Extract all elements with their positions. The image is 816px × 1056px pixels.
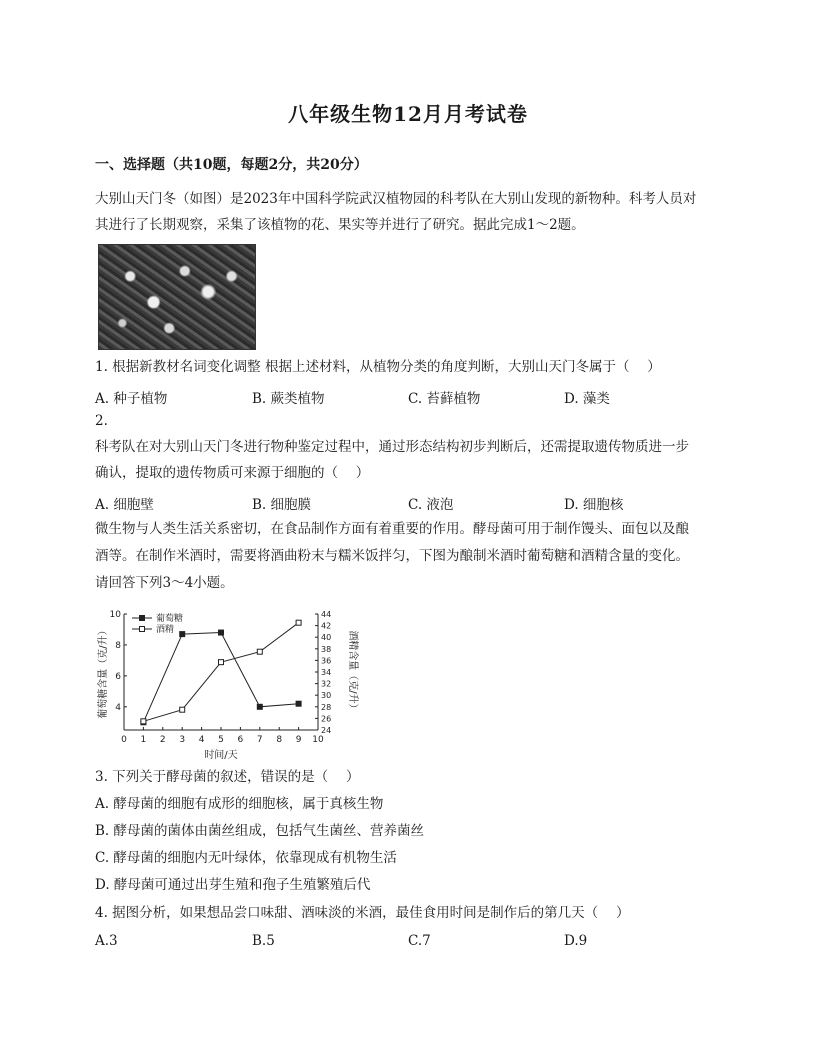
- legend-marker: [140, 616, 145, 621]
- data-point: [141, 719, 146, 724]
- q2-option-a: A. 细胞壁: [95, 497, 154, 513]
- data-point: [180, 707, 185, 712]
- data-point: [296, 701, 301, 706]
- right-y-tick-label: 24: [321, 726, 332, 735]
- q1-option-d: D. 藻类: [564, 391, 610, 407]
- x-tick-label: 7: [256, 735, 263, 745]
- question-1-stem: 1. 根据新教材名词变化调整 根据上述材料，从植物分类的角度判断，大别山天门冬属于（ ）: [95, 359, 661, 375]
- q4-option-b: B.5: [252, 933, 275, 949]
- legend-label: 葡萄糖: [156, 614, 184, 624]
- q1-option-b: B. 蕨类植物: [252, 391, 325, 407]
- q1-option-c: C. 苔藓植物: [408, 391, 481, 407]
- series-line-2: [143, 623, 298, 722]
- question-3-stem: 3. 下列关于酵母菌的叙述，错误的是（ ）: [95, 769, 360, 785]
- q4-option-c: C.7: [408, 933, 431, 949]
- q3-option-d: D. 酵母菌可通过出芽生殖和孢子生殖繁殖后代: [95, 877, 371, 893]
- q1-option-a: A. 种子植物: [95, 391, 168, 407]
- data-point: [257, 704, 262, 709]
- plant-photo: [98, 244, 256, 350]
- q3-option-c: C. 酵母菌的细胞内无叶绿体，依靠现成有机物生活: [95, 850, 397, 866]
- data-point: [296, 620, 301, 625]
- right-y-tick-label: 42: [321, 621, 332, 631]
- right-y-tick-label: 28: [321, 702, 332, 712]
- legend-label: 酒精: [156, 625, 175, 635]
- chart-legend: [132, 612, 183, 635]
- chart-lines: [141, 620, 301, 725]
- q3-option-b: B. 酵母菌的菌体由菌丝组成，包括气生菌丝、营养菌丝: [95, 823, 425, 839]
- x-tick-label: 1: [140, 735, 147, 745]
- intro-line: 请回答下列3～4小题。: [95, 575, 234, 591]
- x-axis-title: 时间/天: [204, 750, 238, 761]
- q2-option-b: B. 细胞膜: [252, 497, 312, 513]
- right-y-axis-title: 酒精含量（克/升）: [347, 630, 358, 714]
- left-y-tick-label: 10: [109, 610, 121, 620]
- right-y-tick-label: 30: [321, 691, 332, 701]
- data-point: [257, 649, 262, 654]
- question-4-stem: 4. 据图分析，如果想品尝口味甜、酒味淡的米酒，最佳食用时间是制作后的第几天（ ）: [95, 905, 630, 921]
- q4-option-a: A.3: [95, 933, 118, 949]
- question-2-stem: 科考队在对大别山天门冬进行物种鉴定过程中，通过形态结构初步判断后，还需提取遗传物质进一步: [95, 439, 689, 455]
- data-point: [219, 660, 224, 665]
- right-y-tick-label: 40: [321, 633, 332, 643]
- right-y-tick-label: 34: [321, 668, 332, 677]
- x-tick-label: 9: [295, 735, 302, 745]
- intro-line: 酒等。在制作米酒时，需要将酒曲粉末与糯米饭拌匀，下图为酿制米酒时葡萄糖和酒精含量的变化。: [95, 548, 689, 564]
- left-y-tick-label: 6: [115, 671, 121, 682]
- right-y-tick-label: 26: [321, 714, 332, 724]
- left-y-tick-label: 8: [115, 640, 121, 651]
- left-y-axis-title: 葡萄糖含量（克/升）: [98, 625, 109, 719]
- data-point: [180, 632, 185, 637]
- question-2-number: 2.: [95, 413, 108, 429]
- x-tick-label: 3: [179, 735, 186, 745]
- right-y-tick-label: 38: [321, 644, 332, 654]
- left-y-tick-label: 4: [115, 702, 121, 713]
- glucose-alcohol-chart: [96, 606, 360, 764]
- intro-line: 大别山天门冬（如图）是2023年中国科学院武汉植物园的科考队在大别山发现的新物种。科考人员对: [95, 191, 697, 207]
- q2-option-c: C. 液泡: [408, 497, 454, 513]
- right-y-tick-label: 44: [321, 610, 332, 619]
- x-tick-label: 8: [276, 735, 283, 745]
- intro-line: 其进行了长期观察，采集了该植物的花、果实等并进行了研究。据此完成1～2题。: [95, 217, 585, 233]
- q3-option-a: A. 酵母菌的细胞有成形的细胞核，属于真核生物: [95, 796, 384, 812]
- x-tick-label: 2: [159, 735, 166, 745]
- legend-marker: [140, 627, 145, 632]
- x-tick-label: 5: [218, 735, 224, 745]
- page-title: 八年级生物12月月考试卷: [288, 102, 528, 126]
- right-y-tick-label: 36: [321, 656, 332, 666]
- chart-axes: [96, 610, 360, 761]
- x-tick-label: 4: [198, 735, 205, 745]
- question-2-stem: 确认，提取的遗传物质可来源于细胞的（ ）: [95, 465, 370, 481]
- data-point: [219, 630, 224, 635]
- x-tick-label: 10: [312, 735, 324, 745]
- intro-line: 微生物与人类生活关系密切，在食品制作方面有着重要的作用。酵母菌可用于制作馒头、面包以及酿: [95, 521, 689, 537]
- x-tick-label: 0: [121, 735, 127, 745]
- q2-option-d: D. 细胞核: [564, 497, 624, 513]
- right-y-tick-label: 32: [321, 679, 332, 689]
- series-line-1: [143, 633, 298, 723]
- x-tick-label: 6: [237, 735, 244, 745]
- section-heading: 一、选择题（共10题，每题2分，共20分）: [95, 157, 368, 173]
- q4-option-d: D.9: [564, 933, 588, 949]
